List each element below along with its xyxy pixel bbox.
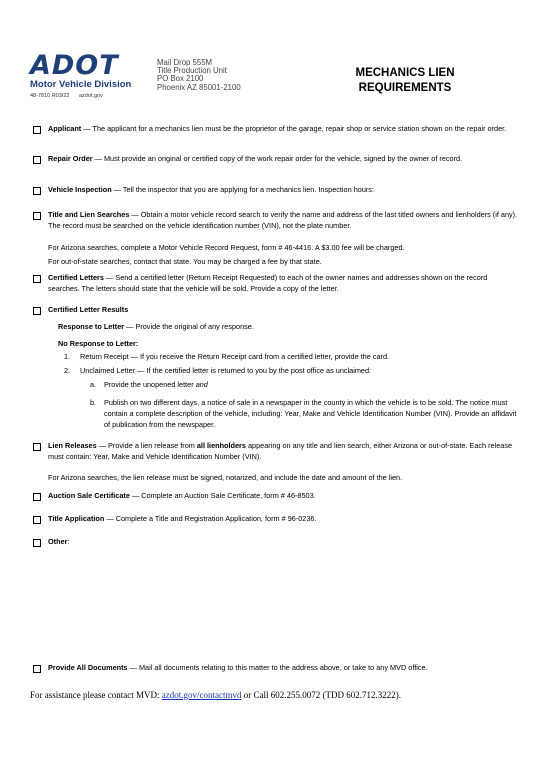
list-number: 1.: [64, 352, 71, 361]
title-application-label: Title Application: [48, 514, 105, 523]
vehicle-inspection-item: [48, 184, 520, 195]
provide-docs-checkbox[interactable]: [33, 665, 41, 673]
footer-phone-text: or Call 602.255.0072 (TDD 602.712.3222).: [241, 690, 401, 700]
other-label: Other: [48, 537, 68, 546]
contact-link[interactable]: azdot.gov/contactmvd: [161, 690, 242, 700]
lien-releases-item: [48, 440, 520, 462]
lien-releases-label: Lien Releases: [48, 441, 97, 450]
title-searches-text: Obtain a motor vehicle record search to verify the name and address of the last titled owners and lienholders (if any). The record must be searched on the vehicle identification number (VIN), not the plate number.: [48, 210, 518, 230]
separator: —: [104, 514, 116, 523]
auction-item: [48, 490, 520, 501]
address-line: Title Production Unit: [157, 66, 227, 76]
unopened-letter-item: [104, 379, 520, 390]
title-searches-item: [48, 209, 520, 231]
certified-letters-item: [48, 272, 520, 294]
title-application-checkbox[interactable]: [33, 516, 41, 524]
letter-results-item: [48, 304, 520, 315]
repair-order-label: Repair Order: [48, 154, 93, 163]
certified-letters-label: Certified Letters: [48, 273, 104, 282]
provide-docs-text: Mail all documents relating to this matter to the address above, or take to any MVD office.: [138, 663, 428, 672]
mailing-address: [157, 59, 241, 92]
separator: —: [129, 210, 141, 219]
unclaimed-letter-text: Unclaimed Letter — If the certified letter is returned to you by the post office as unclaimed:: [80, 366, 372, 375]
footer: [30, 690, 401, 700]
letter-results-checkbox[interactable]: [33, 307, 41, 315]
separator: —: [103, 273, 116, 282]
title-line-1: MECHANICS LIEN: [355, 67, 455, 79]
certified-letters-text: Send a certified letter (Return Receipt Requested) to each of the owner names and addresses shown on the record searches. The letters should state that the vehicle will be sold. Provide a copy of the letter.: [48, 273, 488, 293]
response-label: Response to Letter: [58, 322, 125, 331]
lien-releases-az: For Arizona searches, the lien release must be signed, notarized, and include the date and amount of the lien.: [48, 473, 403, 482]
unopened-letter-text: Provide the unopened letter: [104, 380, 194, 389]
title-application-item: [48, 513, 520, 524]
applicant-label: Applicant: [48, 124, 82, 133]
form-number: 48-7810 R03/22: [30, 93, 70, 99]
title-application-text: Complete a Title and Registration Application, form # 96-0236.: [115, 514, 317, 523]
list-letter: a.: [90, 380, 97, 389]
no-response-label: No Response to Letter:: [58, 339, 139, 348]
title-searches-checkbox[interactable]: [33, 212, 41, 220]
title-line-2: REQUIREMENTS: [358, 82, 452, 94]
other-colon: :: [67, 537, 70, 546]
lien-releases-checkbox[interactable]: [33, 443, 41, 451]
footer-text: For assistance please contact MVD:: [30, 690, 162, 700]
applicant-item: [48, 123, 520, 134]
letter-results-label: Certified Letter Results: [48, 305, 129, 314]
list-number: 2.: [64, 366, 71, 375]
adot-logo: [30, 50, 142, 99]
title-searches-label: Title and Lien Searches: [48, 210, 130, 219]
other-checkbox[interactable]: [33, 539, 41, 547]
auction-label: Auction Sale Certificate: [48, 491, 130, 500]
address-line: Phoenix AZ 85001-2100: [157, 82, 241, 92]
vehicle-inspection-label: Vehicle Inspection: [48, 185, 112, 194]
auction-checkbox[interactable]: [33, 493, 41, 501]
vehicle-inspection-checkbox[interactable]: [33, 187, 41, 195]
response-to-letter: [58, 321, 518, 332]
logo-meta: [30, 93, 142, 99]
certified-letters-checkbox[interactable]: [33, 275, 41, 283]
separator: —: [111, 185, 123, 194]
address-line: PO Box 2100: [157, 74, 204, 84]
logo-division: Motor Vehicle Division: [30, 79, 132, 90]
separator: —: [129, 491, 142, 500]
provide-docs-item: [48, 662, 520, 673]
list-letter: b.: [90, 398, 97, 407]
separator: —: [92, 154, 104, 163]
logo-wordmark: ADOT: [30, 50, 119, 81]
response-text: Provide the original of any response.: [135, 322, 254, 331]
separator: —: [124, 322, 136, 331]
applicant-checkbox[interactable]: [33, 126, 41, 134]
separator: —: [81, 124, 93, 133]
auction-text: Complete an Auction Sale Certificate, form # 46-8503.: [141, 491, 316, 500]
title-searches-az: For Arizona searches, complete a Motor Vehicle Record Request, form # 46-4416. A $3.00 fee will be charged.: [48, 243, 405, 252]
return-receipt-text: Return Receipt — If you receive the Return Receipt card from a certified letter, provide the card.: [80, 352, 390, 361]
separator: —: [96, 441, 109, 450]
other-item: [48, 536, 520, 547]
repair-order-checkbox[interactable]: [33, 156, 41, 164]
lien-releases-text-post: appearing on any title and lien search, either Arizona or out-of-state. Each release must contain: Year, Make and Vehicle Identification Number (VIN).: [48, 441, 513, 461]
vehicle-inspection-text: Tell the inspector that you are applying for a mechanics lien. Inspection hours:: [122, 185, 374, 194]
publish-notice-text: Publish on two different days, a notice of sale in a newspaper in the county in which the vehicle is to be sold. The notice must contain a complete description of the vehicle, including: Year, Make and Vehicle Identification Number (VIN). Provide an affidavit of publication from the newspaper.: [104, 398, 517, 429]
repair-order-item: [48, 153, 520, 164]
separator: —: [127, 663, 139, 672]
address-line: Mail Drop 555M: [157, 58, 213, 67]
repair-order-text: Must provide an original or certified copy of the work repair order for the vehicle, signed by the owner of record.: [103, 154, 463, 163]
applicant-text: The applicant for a mechanics lien must be the proprietor of the garage, repair shop or service station shown on the repair order.: [92, 124, 507, 133]
all-lienholders-text: all lienholders: [196, 441, 246, 450]
logo-website: azdot.gov: [78, 93, 103, 99]
lien-releases-text-pre: Provide a lien release from: [108, 441, 195, 450]
and-text: and: [195, 380, 208, 389]
provide-docs-label: Provide All Documents: [48, 663, 128, 672]
title-searches-oos: For out-of-state searches, contact that state. You may be charged a fee by that state.: [48, 257, 322, 266]
page-title: [330, 66, 480, 96]
